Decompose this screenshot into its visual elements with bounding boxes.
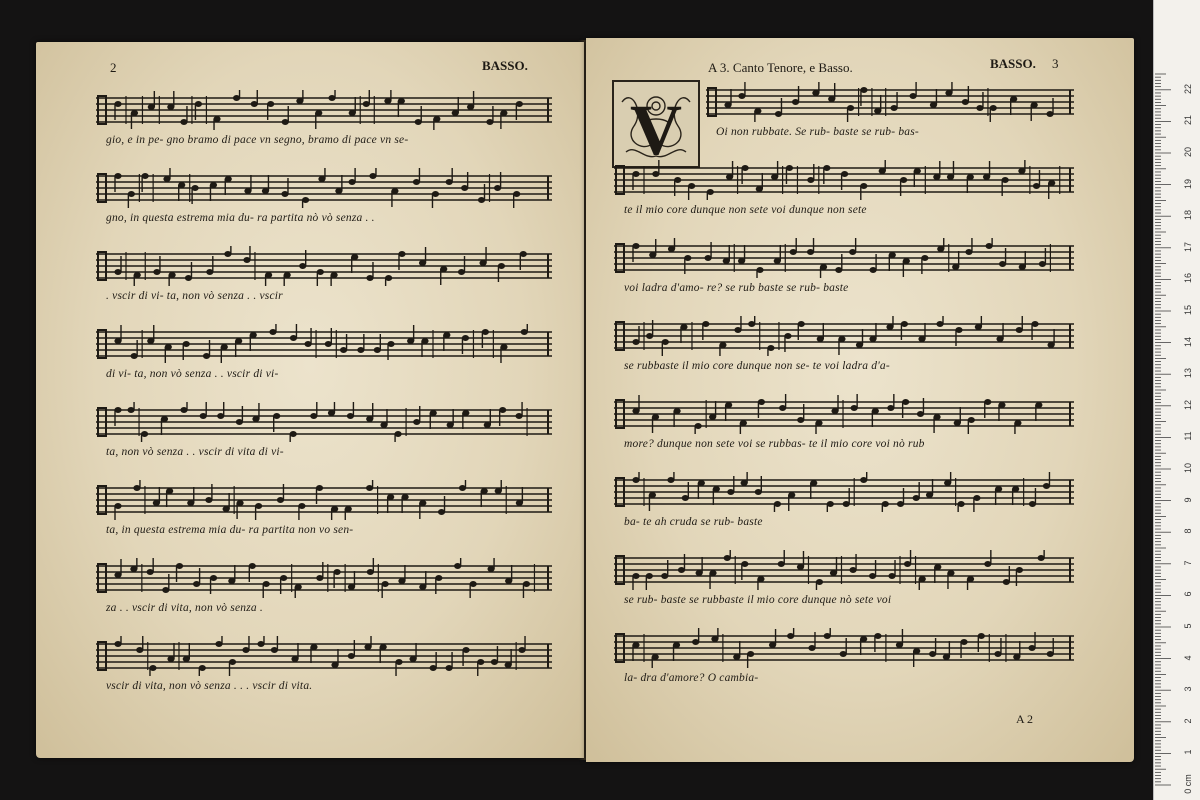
ruler-label: 4 <box>1183 655 1193 661</box>
left-page-number: 2 <box>110 60 117 75</box>
left-page <box>36 42 584 758</box>
ruler-label: 18 <box>1183 210 1193 221</box>
music-staff <box>612 628 1076 668</box>
music-staff <box>704 82 1076 122</box>
right-part-label: BASSO. <box>990 56 1036 71</box>
ruler-label: 13 <box>1183 368 1193 379</box>
ruler-label: 8 <box>1183 528 1193 534</box>
lyric-line: ba- te ah cruda se rub- baste <box>624 516 763 528</box>
initial-letter: V <box>630 90 682 166</box>
music-staff <box>612 316 1076 356</box>
ruler-label: 12 <box>1183 399 1193 410</box>
ruler-label: 7 <box>1183 560 1193 566</box>
ruler-label: 19 <box>1183 178 1193 189</box>
lyric-line: ta, in questa estrema mia du- ra partita non vo sen- <box>106 524 354 536</box>
lyric-line: more? dunque non sete voi se rubbas- te il mio core voi nò rub <box>624 438 925 450</box>
running-head: A 3. Canto Tenore, e Basso. <box>708 60 853 75</box>
lyric-line: za . . vscir di vita, non vò senza . <box>106 602 264 614</box>
signature-mark: A 2 <box>1016 712 1034 726</box>
lyric-line: Oi non rubbate. Se rub- baste se rub- bas- <box>716 126 919 138</box>
music-staff <box>94 168 554 208</box>
lyric-line: te il mio core dunque non sete voi dunque non sete <box>624 204 867 216</box>
lyric-line: se rubbaste il mio core dunque non se- te voi ladra d'a- <box>624 360 890 372</box>
lyric-line: voi ladra d'amo- re? se rub baste se rub- baste <box>624 282 849 294</box>
lyric-line: ta, non vò senza . . vscir di vita di vi- <box>106 446 284 458</box>
ruler-label: 21 <box>1183 115 1193 126</box>
music-staff <box>94 324 554 364</box>
ruler-label: 17 <box>1183 241 1193 252</box>
ruler-label: 16 <box>1183 273 1193 284</box>
music-staff <box>612 472 1076 512</box>
ruler-label: 9 <box>1183 497 1193 503</box>
lyric-line: gio, e in pe- gno bramo di pace vn segno, bramo di pace vn se- <box>106 134 409 146</box>
lyric-line: gno, in questa estrema mia du- ra partita nò vò senza . . <box>106 212 375 224</box>
lyric-line: . vscir di vi- ta, non vò senza . . vscir <box>106 290 283 302</box>
music-staff <box>94 480 554 520</box>
ruler-label: 5 <box>1183 623 1193 629</box>
decorated-initial <box>612 80 700 168</box>
ruler-label: 15 <box>1183 305 1193 316</box>
measurement-ruler <box>1153 0 1200 800</box>
ruler-label: 0 cm <box>1183 774 1193 794</box>
left-part-label: BASSO. <box>482 58 528 73</box>
music-staff <box>94 558 554 598</box>
music-staff <box>94 246 554 286</box>
ruler-label: 1 <box>1183 749 1193 755</box>
ruler-label: 22 <box>1183 83 1193 94</box>
ruler-label: 2 <box>1183 718 1193 724</box>
music-staff <box>612 394 1076 434</box>
ruler-label: 6 <box>1183 591 1193 597</box>
right-page-number: 3 <box>1052 56 1059 71</box>
ruler-label: 14 <box>1183 336 1193 347</box>
music-staff <box>94 636 554 676</box>
right-page <box>586 38 1134 762</box>
lyric-line: vscir di vita, non vò senza . . . vscir di vita. <box>106 680 313 692</box>
music-staff <box>612 160 1076 200</box>
ruler-label: 11 <box>1183 431 1193 442</box>
music-staff <box>94 402 554 442</box>
ruler-label: 10 <box>1183 463 1193 474</box>
lyric-line: se rub- baste se rubbaste il mio core dunque nò sete voi <box>624 594 892 606</box>
ruler-label: 3 <box>1183 686 1193 692</box>
music-staff <box>94 90 554 130</box>
lyric-line: la- dra d'amore? O cambia- <box>624 672 759 684</box>
music-staff <box>612 238 1076 278</box>
music-staff <box>612 550 1076 590</box>
ruler-label: 20 <box>1183 147 1193 158</box>
lyric-line: di vi- ta, non vò senza . . vscir di vi- <box>106 368 279 380</box>
